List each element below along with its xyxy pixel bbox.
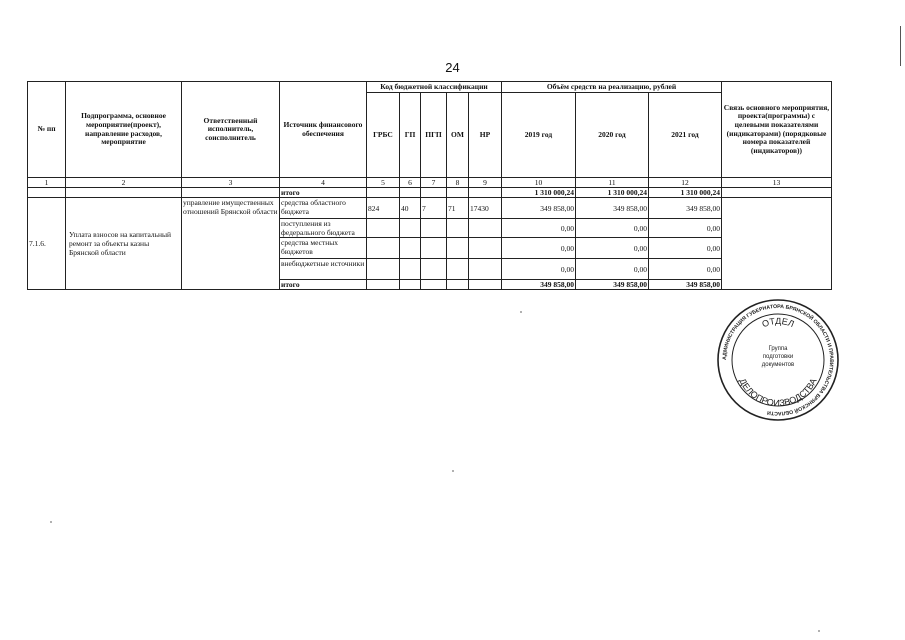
stamp-center-line: Группа xyxy=(768,346,788,352)
header-executor: Ответственный исполнитель, соисполнитель xyxy=(182,82,280,178)
department-stamp xyxy=(716,298,840,422)
col-number: 6 xyxy=(400,178,421,188)
grbs-code: 824 xyxy=(367,198,400,219)
amount-2019: 349 858,00 xyxy=(502,198,576,219)
scan-speck xyxy=(50,521,52,523)
header-source: Источник финансового обеспечения xyxy=(280,82,367,178)
gp-code: 40 xyxy=(400,198,421,219)
amount-2021: 349 858,00 xyxy=(649,198,722,219)
om-code: 71 xyxy=(447,198,469,219)
item-executor: управление имущественных отношений Брянской области xyxy=(182,198,280,290)
item-number: 7.1.6. xyxy=(28,198,66,290)
amount-2019: 0,00 xyxy=(502,219,576,238)
amount-2021: 0,00 xyxy=(649,238,722,259)
source-label: средства областного бюджета xyxy=(280,198,367,219)
col-number: 4 xyxy=(280,178,367,188)
source-label: средства местных бюджетов xyxy=(280,238,367,259)
header-2019: 2019 год xyxy=(502,93,576,178)
amount-2020: 0,00 xyxy=(576,238,649,259)
source-label: внебюджетные источники xyxy=(280,259,367,280)
column-number-row xyxy=(28,178,832,188)
col-number: 13 xyxy=(722,178,832,188)
scan-speck xyxy=(452,470,454,472)
budget-table xyxy=(27,81,832,290)
col-number: 5 xyxy=(367,178,400,188)
col-number: 2 xyxy=(66,178,182,188)
grand-total-2020: 1 310 000,24 xyxy=(576,188,649,198)
grand-total-label: итого xyxy=(280,188,367,198)
header-2020: 2020 год xyxy=(576,93,649,178)
col-number: 11 xyxy=(576,178,649,188)
col-number: 10 xyxy=(502,178,576,188)
amount-2020: 0,00 xyxy=(576,259,649,280)
item-total-2020: 349 858,00 xyxy=(576,280,649,290)
grand-total-2019: 1 310 000,24 xyxy=(502,188,576,198)
header-pgp: ПГП xyxy=(421,93,447,178)
nr-code: 17430 xyxy=(469,198,502,219)
header-link: Связь основного мероприятия, проекта(программы) с целевыми показателями (индикаторами) (порядковые номера показателей (индикаторов)) xyxy=(722,82,832,178)
col-number: 9 xyxy=(469,178,502,188)
header-bcc-group: Код бюджетной классификации xyxy=(367,82,502,93)
amount-2020: 0,00 xyxy=(576,219,649,238)
svg-text:ОТДЕЛ xyxy=(761,316,796,329)
amount-2019: 0,00 xyxy=(502,259,576,280)
col-number: 3 xyxy=(182,178,280,188)
col-number: 12 xyxy=(649,178,722,188)
item-name: Уплата взносов на капитальный ремонт за объекты казны Брянской области xyxy=(66,198,182,290)
header-gp: ГП xyxy=(400,93,421,178)
item-total-2021: 349 858,00 xyxy=(649,280,722,290)
header-num: № пп xyxy=(28,82,66,178)
col-number: 7 xyxy=(421,178,447,188)
pgp-code: 7 xyxy=(421,198,447,219)
scan-speck xyxy=(520,311,522,313)
header-2021: 2021 год xyxy=(649,93,722,178)
grand-total-2021: 1 310 000,24 xyxy=(649,188,722,198)
grand-total-row xyxy=(28,188,832,198)
header-om: ОМ xyxy=(447,93,469,178)
stamp-ring-text: АДМИНИСТРАЦИЯ ГУБЕРНАТОРА БРЯНСКОЙ ОБЛАСТИ И ПРАВИТЕЛЬСТВА БРЯНСКОЙ ОБЛАСТИ xyxy=(721,303,835,417)
amount-2021: 0,00 xyxy=(649,219,722,238)
item-total-label: итого xyxy=(280,280,367,290)
table-row xyxy=(28,198,832,219)
amount-2021: 0,00 xyxy=(649,259,722,280)
page-number: 24 xyxy=(445,60,460,75)
header-volume-group: Объём средств на реализацию, рублей xyxy=(502,82,722,93)
stamp-center-line: подготовки xyxy=(762,354,794,360)
stamp-bottom-text: ДЕЛОПРОИЗВОДСТВА xyxy=(737,376,819,409)
col-number: 8 xyxy=(447,178,469,188)
stamp-center-line: документов xyxy=(761,362,795,368)
header-subprogram: Подпрограмма, основное мероприятие(проект), направление расходов, мероприятие xyxy=(66,82,182,178)
amount-2019: 0,00 xyxy=(502,238,576,259)
edge-mark xyxy=(900,26,901,66)
scan-speck xyxy=(818,630,820,632)
source-label: поступления из федерального бюджета xyxy=(280,219,367,238)
item-total-2019: 349 858,00 xyxy=(502,280,576,290)
amount-2020: 349 858,00 xyxy=(576,198,649,219)
col-number: 1 xyxy=(28,178,66,188)
stamp-top-text: ОТДЕЛ xyxy=(760,315,796,330)
header-grbs: ГРБС xyxy=(367,93,400,178)
header-nr: НР xyxy=(469,93,502,178)
